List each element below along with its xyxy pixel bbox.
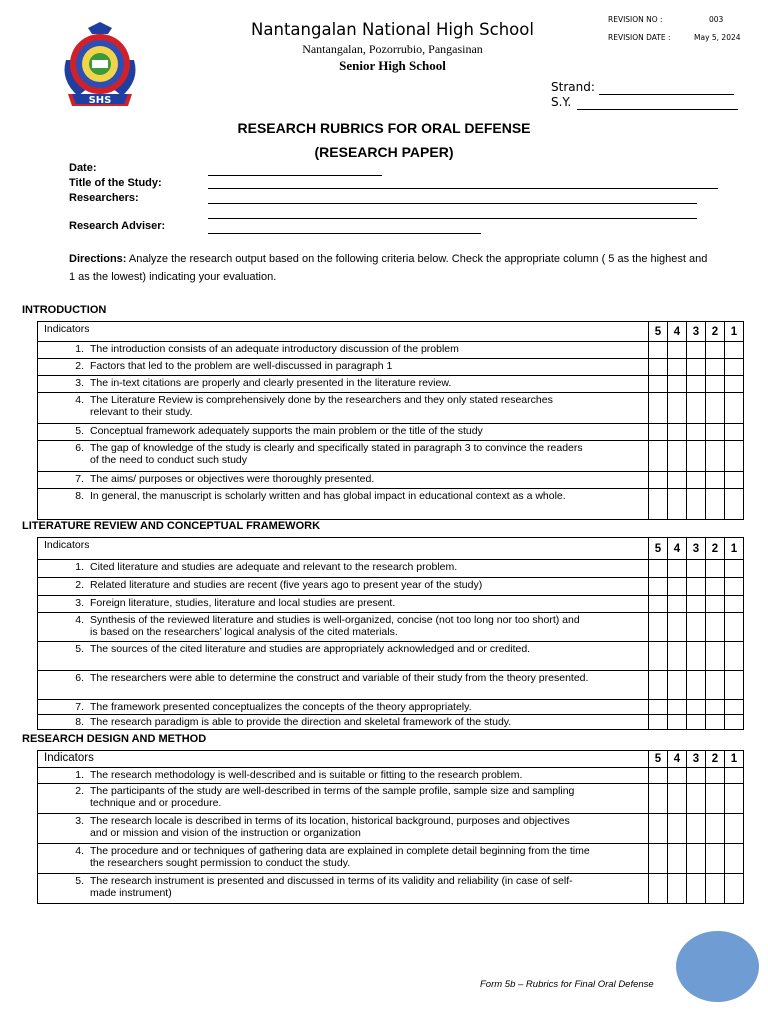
- table-row: [38, 814, 744, 844]
- score-cell-5[interactable]: [649, 700, 668, 715]
- score-cell-1[interactable]: [725, 359, 744, 376]
- indicator-number: 4.: [75, 614, 84, 626]
- score-cell-1[interactable]: [725, 814, 744, 844]
- indicator-number: 4.: [75, 845, 84, 857]
- table-row: [38, 342, 744, 359]
- directions: [69, 251, 709, 286]
- score-header-1: 1: [725, 538, 744, 560]
- score-cell-4[interactable]: [668, 393, 687, 424]
- table-row: [38, 768, 744, 784]
- score-cell-4[interactable]: [668, 768, 687, 784]
- indicator-number: 8.: [75, 490, 84, 502]
- score-cell-4[interactable]: [668, 578, 687, 596]
- score-cell-5[interactable]: [649, 578, 668, 596]
- score-cell-2[interactable]: [706, 784, 725, 814]
- score-cell-2[interactable]: [706, 441, 725, 472]
- score-cell-4[interactable]: [668, 671, 687, 700]
- rubric-table-research-design: [37, 750, 744, 904]
- table-row: [38, 613, 744, 642]
- score-cell-3[interactable]: [687, 560, 706, 578]
- date-label: Date:: [69, 162, 97, 174]
- score-cell-5[interactable]: [649, 768, 668, 784]
- score-cell-4[interactable]: [668, 441, 687, 472]
- directions-label: Directions:: [69, 253, 127, 265]
- indicator-text: The procedure and or techniques of gathering data are explained in complete detail beginning from the time the researchers sought permission to conduct the study.: [90, 845, 590, 869]
- score-cell-3[interactable]: [687, 613, 706, 642]
- revision-date-label: REVISION DATE :: [608, 33, 671, 42]
- score-cell-4[interactable]: [668, 844, 687, 874]
- indicator-cell: [38, 596, 649, 613]
- score-cell-2[interactable]: [706, 472, 725, 489]
- date-field[interactable]: [208, 175, 382, 176]
- indicator-cell: [38, 844, 649, 874]
- score-cell-1[interactable]: [725, 441, 744, 472]
- indicator-text: Synthesis of the reviewed literature and studies is well-organized, concise (not too long nor too short) and is based on the researchers’ logical analysis of the cited materials.: [90, 614, 580, 638]
- score-cell-1[interactable]: [725, 700, 744, 715]
- score-cell-1[interactable]: [725, 613, 744, 642]
- adviser-field[interactable]: [208, 233, 481, 234]
- table-row: [38, 596, 744, 613]
- researchers-field-2[interactable]: [208, 218, 697, 219]
- score-cell-3[interactable]: [687, 578, 706, 596]
- table-row: [38, 560, 744, 578]
- indicator-number: 1.: [75, 561, 84, 573]
- score-cell-1[interactable]: [725, 642, 744, 671]
- score-cell-1[interactable]: [725, 784, 744, 814]
- footer-form-label: Form 5b – Rubrics for Final Oral Defense: [480, 979, 654, 990]
- indicator-cell: [38, 342, 649, 359]
- document-title: RESEARCH RUBRICS FOR ORAL DEFENSE: [237, 120, 531, 136]
- indicator-number: 8.: [75, 716, 84, 728]
- score-cell-2[interactable]: [706, 642, 725, 671]
- svg-text:SHS: SHS: [88, 95, 112, 106]
- indicator-number: 5.: [75, 875, 84, 887]
- indicator-number: 5.: [75, 643, 84, 655]
- score-cell-4[interactable]: [668, 596, 687, 613]
- score-cell-3[interactable]: [687, 441, 706, 472]
- score-cell-3[interactable]: [687, 472, 706, 489]
- score-cell-5[interactable]: [649, 441, 668, 472]
- school-address: Nantangalan, Pozorrubio, Pangasinan: [302, 42, 483, 56]
- indicator-number: 3.: [75, 377, 84, 389]
- score-cell-1[interactable]: [725, 342, 744, 359]
- strand-label: Strand:: [551, 80, 595, 94]
- score-cell-1[interactable]: [725, 376, 744, 393]
- indicator-cell: [38, 578, 649, 596]
- score-header-1: 1: [725, 751, 744, 768]
- score-header-5: 5: [649, 751, 668, 768]
- score-header-5: 5: [649, 322, 668, 342]
- section-title-research-design: RESEARCH DESIGN AND METHOD: [22, 733, 207, 745]
- school-logo: [58, 22, 142, 114]
- table-row: [38, 844, 744, 874]
- score-cell-2[interactable]: [706, 596, 725, 613]
- revision-no-label: REVISION NO :: [608, 15, 663, 24]
- revision-no-value: 003: [709, 15, 724, 24]
- score-cell-5[interactable]: [649, 613, 668, 642]
- indicator-text: The research locale is described in terms of its location, historical background, purposes and objectives and or mission and vision of the instruction or organization: [90, 815, 570, 839]
- indicators-header: Indicators: [38, 322, 649, 342]
- score-cell-5[interactable]: [649, 874, 668, 904]
- table-row: [38, 441, 744, 472]
- score-cell-5[interactable]: [649, 715, 668, 730]
- table-row: [38, 489, 744, 520]
- school-name: Nantangalan National High School: [251, 20, 534, 39]
- score-cell-3[interactable]: [687, 642, 706, 671]
- table-row: [38, 376, 744, 393]
- score-cell-3[interactable]: [687, 768, 706, 784]
- indicator-cell: [38, 874, 649, 904]
- indicator-number: 2.: [75, 785, 84, 797]
- table-header-row: [38, 322, 744, 342]
- researchers-field-1[interactable]: [208, 203, 697, 204]
- score-cell-1[interactable]: [725, 844, 744, 874]
- score-header-3: 3: [687, 322, 706, 342]
- score-cell-2[interactable]: [706, 424, 725, 441]
- indicator-cell: [38, 768, 649, 784]
- indicator-number: 3.: [75, 815, 84, 827]
- table-row: [38, 642, 744, 671]
- indicator-number: 6.: [75, 442, 84, 454]
- indicator-cell: [38, 359, 649, 376]
- score-cell-2[interactable]: [706, 393, 725, 424]
- score-cell-3[interactable]: [687, 784, 706, 814]
- score-cell-4[interactable]: [668, 874, 687, 904]
- indicator-number: 7.: [75, 701, 84, 713]
- blue-circle-decoration: [676, 931, 759, 1002]
- indicator-cell: [38, 489, 649, 520]
- indicator-number: 2.: [75, 360, 84, 372]
- revision-date-value: May 5, 2024: [694, 33, 741, 42]
- indicator-text: The in-text citations are properly and clearly presented in the literature review.: [90, 377, 452, 389]
- score-cell-2[interactable]: [706, 715, 725, 730]
- indicator-text: In general, the manuscript is scholarly written and has global impact in educational context as a whole.: [90, 490, 566, 502]
- indicator-text: The sources of the cited literature and studies are appropriately acknowledged and or credited.: [90, 643, 531, 655]
- score-cell-4[interactable]: [668, 376, 687, 393]
- department-name: Senior High School: [339, 58, 446, 73]
- score-header-1: 1: [725, 322, 744, 342]
- score-cell-2[interactable]: [706, 874, 725, 904]
- indicator-text: The research paradigm is able to provide the direction and skeletal framework of the study.: [90, 716, 512, 728]
- indicator-cell: [38, 700, 649, 715]
- indicator-text: Conceptual framework adequately supports the main problem or the title of the study: [90, 425, 483, 437]
- score-cell-5[interactable]: [649, 784, 668, 814]
- score-cell-4[interactable]: [668, 814, 687, 844]
- score-cell-5[interactable]: [649, 596, 668, 613]
- score-cell-4[interactable]: [668, 489, 687, 520]
- indicator-text: The research methodology is well-described and is suitable or fitting to the research problem.: [90, 769, 523, 781]
- score-cell-1[interactable]: [725, 578, 744, 596]
- score-cell-3[interactable]: [687, 671, 706, 700]
- indicator-cell: [38, 784, 649, 814]
- score-cell-5[interactable]: [649, 642, 668, 671]
- indicator-number: 5.: [75, 425, 84, 437]
- rubric-table-literature-review: [37, 537, 744, 730]
- indicator-number: 1.: [75, 343, 84, 355]
- table-header-row: [38, 538, 744, 560]
- score-header-2: 2: [706, 751, 725, 768]
- indicator-text: Foreign literature, studies, literature and local studies are present.: [90, 597, 396, 609]
- table-row: [38, 700, 744, 715]
- score-cell-5[interactable]: [649, 489, 668, 520]
- indicators-header: Indicators: [38, 538, 649, 560]
- adviser-label: Research Adviser:: [69, 220, 166, 232]
- score-cell-2[interactable]: [706, 359, 725, 376]
- score-cell-5[interactable]: [649, 560, 668, 578]
- score-header-4: 4: [668, 751, 687, 768]
- document-subtitle: (RESEARCH PAPER): [314, 144, 454, 160]
- indicator-text: The researchers were able to determine the construct and variable of their study from the theory presented.: [90, 672, 589, 684]
- score-cell-1[interactable]: [725, 874, 744, 904]
- score-cell-5[interactable]: [649, 342, 668, 359]
- rubric-table-introduction: [37, 321, 744, 520]
- indicator-cell: [38, 560, 649, 578]
- score-header-2: 2: [706, 538, 725, 560]
- indicators-header: Indicators: [38, 751, 649, 768]
- score-cell-2[interactable]: [706, 844, 725, 874]
- indicator-text: The research instrument is presented and discussed in terms of its validity and reliability (in case of self-made instrument): [90, 875, 573, 899]
- table-row: [38, 784, 744, 814]
- score-cell-4[interactable]: [668, 715, 687, 730]
- indicator-text: The gap of knowledge of the study is clearly and specifically stated in paragraph 3 to convince the readers of the need to conduct such study: [90, 442, 583, 466]
- study-title-field[interactable]: [208, 188, 718, 189]
- researchers-label: Researchers:: [69, 192, 139, 204]
- score-cell-4[interactable]: [668, 424, 687, 441]
- indicator-cell: [38, 814, 649, 844]
- score-header-4: 4: [668, 322, 687, 342]
- indicator-cell: [38, 424, 649, 441]
- score-cell-5[interactable]: [649, 814, 668, 844]
- indicator-number: 7.: [75, 473, 84, 485]
- score-cell-3[interactable]: [687, 342, 706, 359]
- indicator-text: The framework presented conceptualizes the concepts of the theory appropriately.: [90, 701, 472, 713]
- score-header-4: 4: [668, 538, 687, 560]
- indicator-text: Cited literature and studies are adequate and relevant to the research problem.: [90, 561, 458, 573]
- indicator-cell: [38, 393, 649, 424]
- score-cell-3[interactable]: [687, 424, 706, 441]
- score-cell-1[interactable]: [725, 671, 744, 700]
- score-cell-1[interactable]: [725, 768, 744, 784]
- table-row: [38, 393, 744, 424]
- score-cell-3[interactable]: [687, 700, 706, 715]
- score-header-5: 5: [649, 538, 668, 560]
- score-cell-4[interactable]: [668, 700, 687, 715]
- score-cell-5[interactable]: [649, 393, 668, 424]
- score-cell-1[interactable]: [725, 715, 744, 730]
- directions-text: Analyze the research output based on the following criteria below. Check the appropriate column ( 5 as the highest and 1 as the lowest) indicating your evaluation.: [69, 253, 708, 283]
- score-cell-3[interactable]: [687, 874, 706, 904]
- score-cell-3[interactable]: [687, 359, 706, 376]
- table-header-row: [38, 751, 744, 768]
- score-cell-2[interactable]: [706, 578, 725, 596]
- indicator-number: 3.: [75, 597, 84, 609]
- table-row: [38, 874, 744, 904]
- score-header-2: 2: [706, 322, 725, 342]
- indicator-number: 1.: [75, 769, 84, 781]
- score-cell-3[interactable]: [687, 596, 706, 613]
- score-cell-1[interactable]: [725, 393, 744, 424]
- score-cell-5[interactable]: [649, 359, 668, 376]
- table-row: [38, 472, 744, 489]
- score-header-3: 3: [687, 538, 706, 560]
- score-header-3: 3: [687, 751, 706, 768]
- score-cell-2[interactable]: [706, 560, 725, 578]
- indicator-cell: [38, 642, 649, 671]
- indicator-cell: [38, 613, 649, 642]
- score-cell-2[interactable]: [706, 671, 725, 700]
- score-cell-3[interactable]: [687, 814, 706, 844]
- indicator-cell: [38, 472, 649, 489]
- indicator-text: Factors that led to the problem are well-discussed in paragraph 1: [90, 360, 393, 372]
- score-cell-5[interactable]: [649, 844, 668, 874]
- indicator-cell: [38, 441, 649, 472]
- score-cell-4[interactable]: [668, 560, 687, 578]
- score-cell-1[interactable]: [725, 489, 744, 520]
- score-cell-4[interactable]: [668, 472, 687, 489]
- score-cell-2[interactable]: [706, 489, 725, 520]
- indicator-number: 6.: [75, 672, 84, 684]
- score-cell-3[interactable]: [687, 393, 706, 424]
- sy-label: S.Y.: [551, 95, 572, 109]
- score-cell-3[interactable]: [687, 376, 706, 393]
- table-row: [38, 424, 744, 441]
- section-title-literature-review: LITERATURE REVIEW AND CONCEPTUAL FRAMEWORK: [22, 520, 321, 532]
- score-cell-5[interactable]: [649, 472, 668, 489]
- study-title-label: Title of the Study:: [69, 177, 162, 189]
- score-cell-3[interactable]: [687, 489, 706, 520]
- indicator-cell: [38, 715, 649, 730]
- score-cell-2[interactable]: [706, 700, 725, 715]
- indicator-text: The introduction consists of an adequate introductory discussion of the problem: [90, 343, 459, 355]
- score-cell-2[interactable]: [706, 613, 725, 642]
- indicator-text: The Literature Review is comprehensively done by the researchers and they only stated researches relevant to their study.: [90, 394, 553, 418]
- score-cell-2[interactable]: [706, 768, 725, 784]
- score-cell-4[interactable]: [668, 613, 687, 642]
- score-cell-2[interactable]: [706, 342, 725, 359]
- table-row: [38, 715, 744, 730]
- score-cell-1[interactable]: [725, 472, 744, 489]
- score-cell-3[interactable]: [687, 715, 706, 730]
- indicator-number: 2.: [75, 579, 84, 591]
- score-cell-4[interactable]: [668, 359, 687, 376]
- indicator-cell: [38, 671, 649, 700]
- score-cell-2[interactable]: [706, 376, 725, 393]
- indicator-text: The participants of the study are well-described in terms of the sample profile, sample size and sampling technique and or procedure.: [90, 785, 575, 809]
- score-cell-4[interactable]: [668, 342, 687, 359]
- score-cell-4[interactable]: [668, 784, 687, 814]
- score-cell-5[interactable]: [649, 671, 668, 700]
- score-cell-2[interactable]: [706, 814, 725, 844]
- score-cell-1[interactable]: [725, 596, 744, 613]
- indicator-cell: [38, 376, 649, 393]
- table-row: [38, 671, 744, 700]
- score-cell-3[interactable]: [687, 844, 706, 874]
- indicator-text: Related literature and studies are recent (five years ago to present year of the study): [90, 579, 483, 591]
- score-cell-5[interactable]: [649, 376, 668, 393]
- strand-field[interactable]: [599, 94, 734, 95]
- sy-field[interactable]: [577, 109, 738, 110]
- indicator-number: 4.: [75, 394, 84, 406]
- section-title-introduction: INTRODUCTION: [22, 304, 107, 316]
- score-cell-5[interactable]: [649, 424, 668, 441]
- indicator-text: The aims/ purposes or objectives were thoroughly presented.: [90, 473, 375, 485]
- score-cell-1[interactable]: [725, 424, 744, 441]
- score-cell-1[interactable]: [725, 560, 744, 578]
- score-cell-4[interactable]: [668, 642, 687, 671]
- table-row: [38, 578, 744, 596]
- table-row: [38, 359, 744, 376]
